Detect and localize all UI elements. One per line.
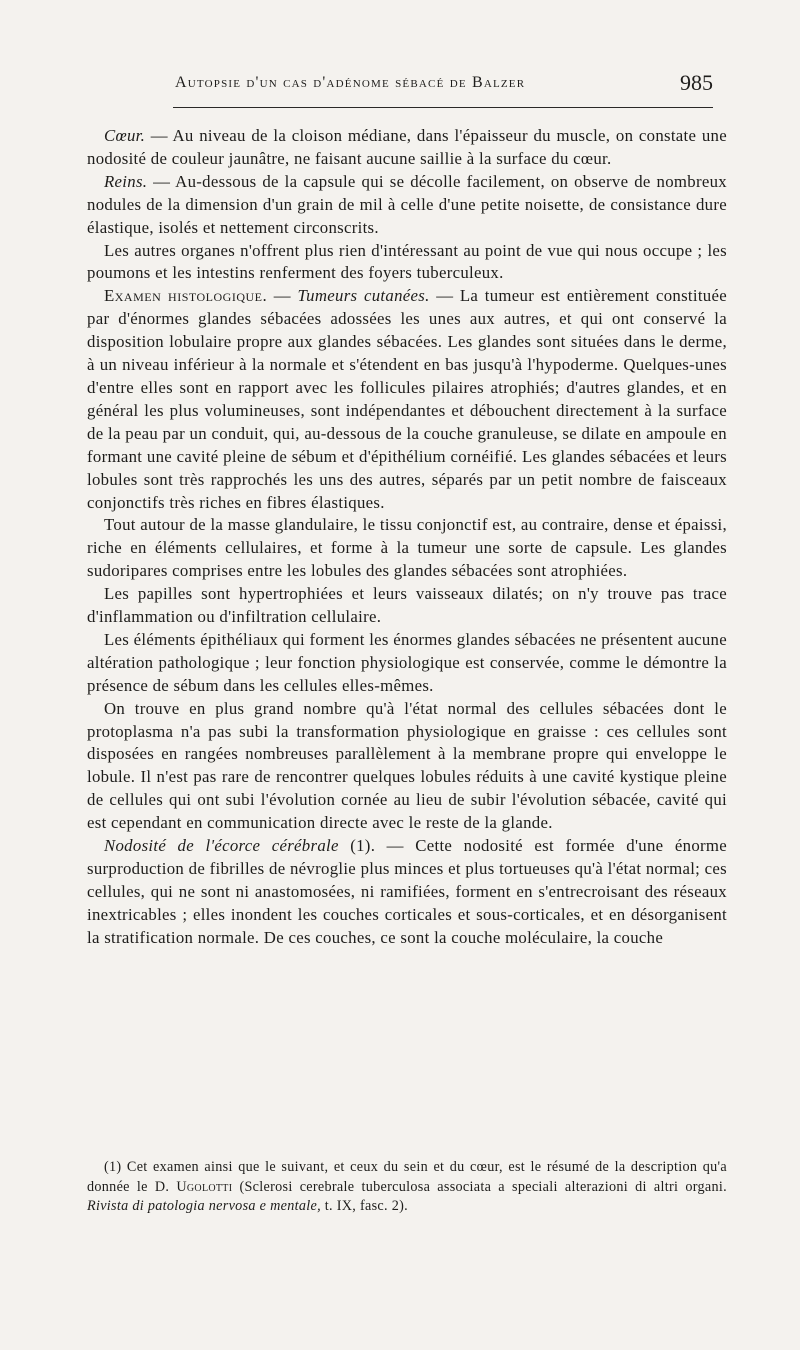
footnotes [87,1158,727,1217]
paragraph-lead: Cœur. [104,126,146,145]
paragraph-nodosite-cerebrale [87,835,727,950]
footnote-author: Ugolotti [176,1178,233,1195]
paragraph-text: — Au niveau de la cloison médiane, dans l'épaisseur du muscle, on constate une nodosité de couleur jaunâtre, ne faisant aucune saillie à la surface du cœur. [87,126,727,168]
page-number: 985 [680,70,713,95]
footnote-text: (Sclerosi cerebrale tuberculosa associata a speciali alterazioni di altri organi. [232,1178,727,1195]
paragraph-papilles [87,583,727,629]
paragraph-text: — La tumeur est entièrement constituée par d'énormes glandes sébacées adossées les unes aux autres, et qui ont conservé la disposition lobulaire propre aux glandes sébacées. Les glandes sont situées dans le derme, à un niveau inférieur à la normale et s'étendent en bas jusqu'à l'hypoderme. Quelques-unes d'entre elles sont en rapport avec les follicules pilaires atrophiés; d'autres glandes, et en général les plus volumineuses, sont indépendantes et débouchent directement à la surface de la peau par un conduit, qui, au-dessous de la couche granuleuse, se dilate en ampoule en formant une cavité pleine de sébum et d'épithélium cornéifié. Les glandes sébacées et leurs lobules sont très rapprochés les uns des autres, séparés par un petit nombre de faisceaux conjonctifs très riches en fibres élastiques. [87,286,727,512]
header-rule [173,107,713,108]
paragraph-coeur [87,125,727,171]
paragraph-text: Les autres organes n'offrent plus rien d'intéressant au point de vue qui nous occupe ; les poumons et les intestins renferment des foyers tuberculeux. [87,240,727,283]
paragraph-lead: Reins. [104,171,148,191]
subsection-lead: Tumeurs cutanées. [297,286,430,306]
footnote-1 [87,1158,727,1217]
paragraph-text: Les papilles sont hypertrophiées et leurs vaisseaux dilatés; on n'y trouve pas trace d'inflammation ou d'infiltration cellulaire. [87,584,727,627]
paragraph-text: On trouve en plus grand nombre qu'à l'état normal des cellules sébacées dont le protoplasma n'a pas subi la transformation physiologique en graisse : ces cellules sont disposées en rangées nombreuses parallèlement à la membrane propre qui enveloppe le lobule. Il n'est pas rare de rencontrer quelques lobules réduits à une cavité kystique pleine de cellules qui ont subi l'évolution cornée au lieu de subir l'évolution sébacée, cavité qui est cependant en communication directe avec le reste de la glande. [87,698,727,833]
paragraph-tissu-conjonctif [87,514,727,583]
paragraph-examen-histologique: Examen histologique. — Tumeurs cutanées. — La tumeur est entièrement constituée par d'énormes glandes sébacées adossées les unes aux autres, et qui ont conservé la disposition lobulaire propre aux glandes sébacées. Les glandes sont situées dans le derme, à un niveau inférieur à la normale et s'étendent en bas jusqu'à l'hypoderme. Quelques-unes d'entre elles sont en rapport avec les follicules pilaires atrophiés; d'autres glandes, et en général les plus volumineuses, sont indépendantes et débouchent directement à la surface de la peau par un conduit, qui, au-dessous de la couche granuleuse, se dilate en ampoule en formant une cavité pleine de sébum et d'épithélium cornéifié. Les glandes sébacées et leurs lobules sont très rapprochés les uns des autres, séparés par un petit nombre de faisceaux conjonctifs très riches en fibres élastiques. [87,286,727,512]
running-head [87,60,727,108]
footnote-text: (1) Cet examen ainsi que le suivant, et ceux du sein et du cœur, est le résumé de la description qu'a donnée le D. [87,1159,727,1195]
paragraph-autres-organes [87,240,727,286]
paragraph-reins [87,171,727,240]
footnote-journal: Rivista di patologia nervosa e mentale, [87,1198,321,1214]
paragraph-text: — Au-dessous de la capsule qui se décolle facilement, on observe de nombreux nodules de la dimension d'un grain de mil à celle d'une petite noisette, de consistance dure élastique, isolés et nettement circonscrits. [87,171,727,237]
body-text [87,125,727,950]
paragraph-text: Les éléments épithéliaux qui forment les énormes glandes sébacées ne présentent aucune altération pathologique ; leur fonction physiologique est conservée, comme le démontre la présence de sébum dans les cellules elles-mêmes. [87,629,727,695]
document-page [87,60,727,1320]
paragraph-text: Tout autour de la masse glandulaire, le tissu conjonctif est, au contraire, dense et épaissi, riche en éléments cellulaires, et forme à la tumeur une sorte de capsule. Les glandes sudoripares comprises entre les lobules des glandes sébacées sont atrophiées. [87,515,727,581]
footnote-text: t. IX, fasc. 2). [320,1198,408,1214]
paragraph-cellules-sebacees [87,698,727,835]
paragraph-elements-epitheliaux [87,629,727,698]
paragraph-lead: Nodosité de l'écorce cérébrale [104,836,339,856]
paragraph-text: (1). — Cette nodosité est formée d'une énorme surproduction de fibrilles de névroglie plus minces et plus tortueuses qu'à l'état normal; ces cellules, qui ne sont ni anastomosées, ni ramifiées, forment en s'entrecroisant des réseaux inextricables ; elles inondent les couches corticales et sous-corticales, et en désorganisent la stratification normale. De ces couches, ce sont la couche moléculaire, la couche [87,836,728,947]
running-title: Autopsie d'un cas d'adénome sébacé de Balzer [175,74,526,91]
section-lead: Examen histologique. [104,286,268,306]
